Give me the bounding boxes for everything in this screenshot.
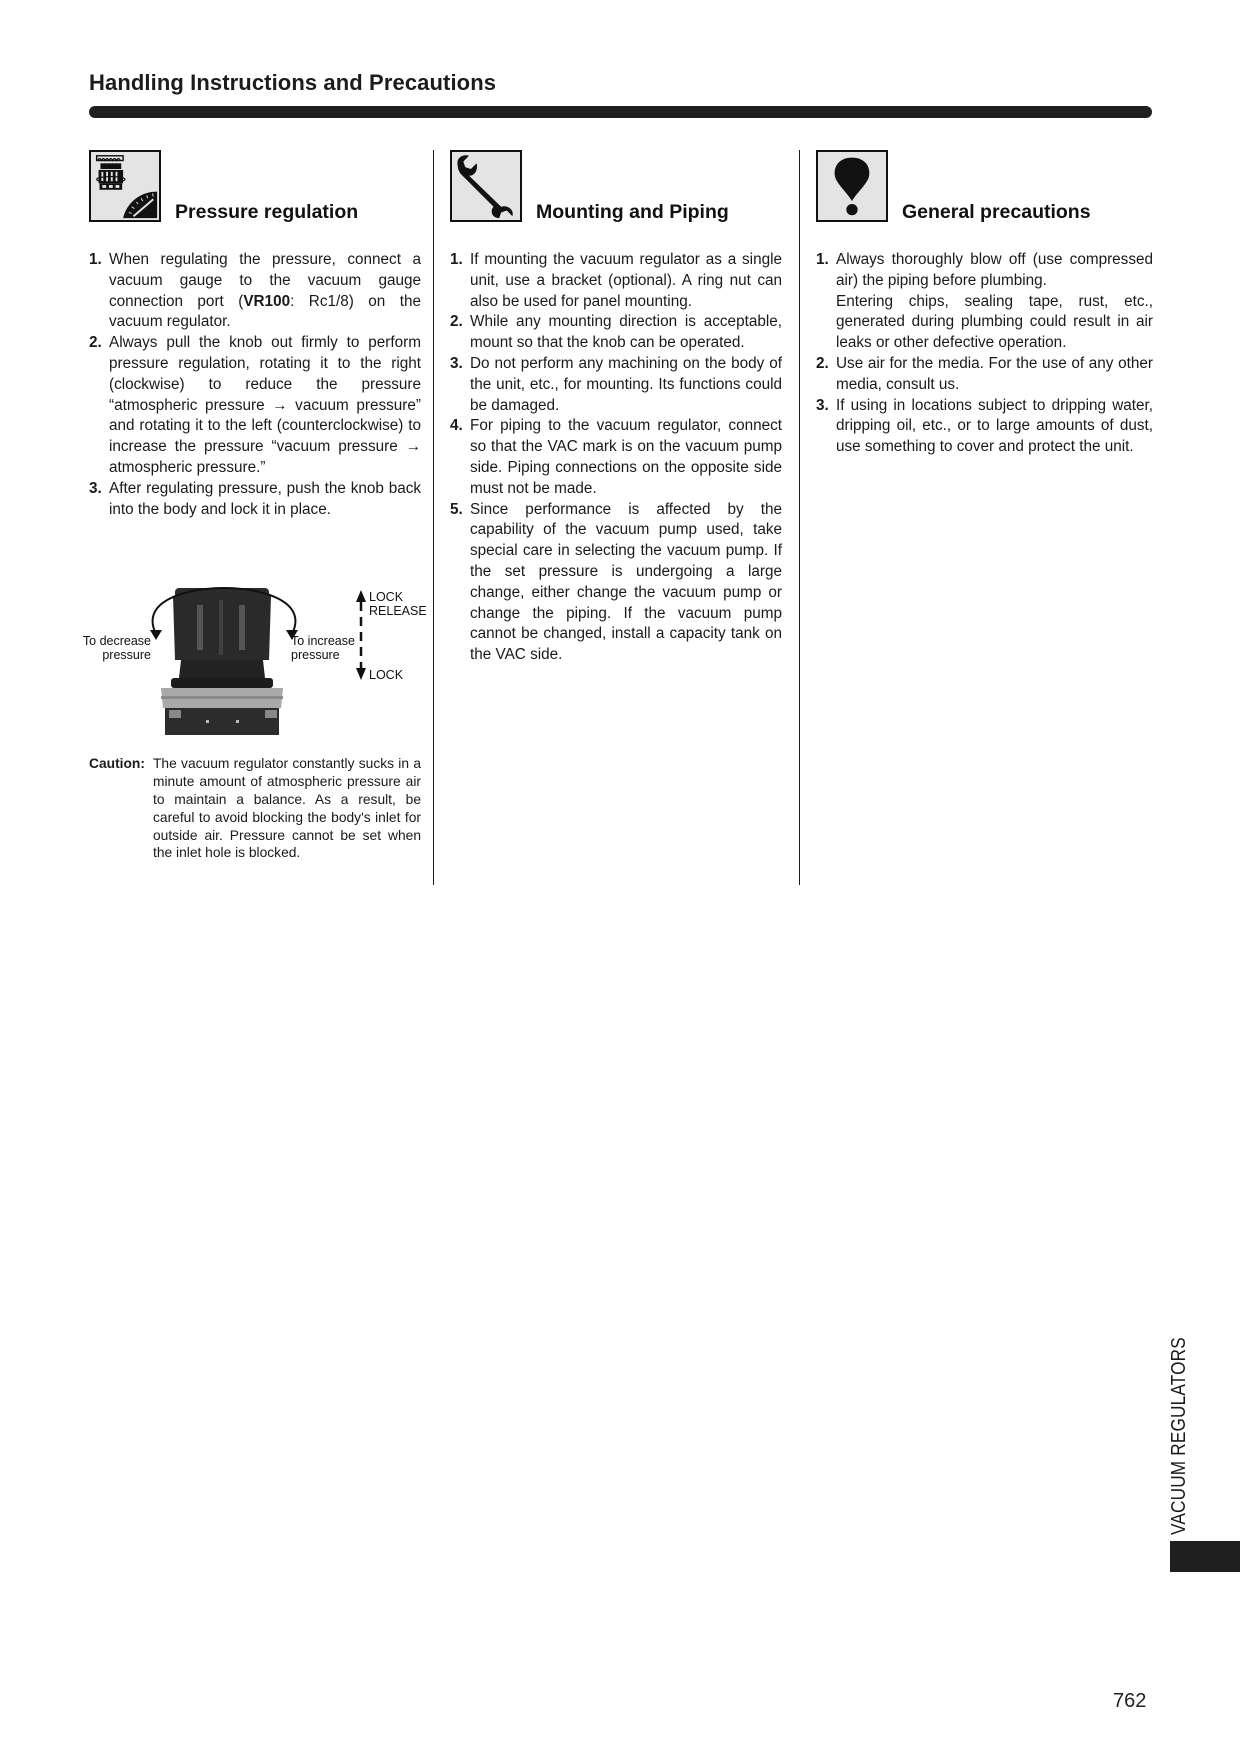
section-mounting-piping: [450, 150, 782, 666]
title-rule: [89, 106, 1152, 118]
item-number: 1.: [89, 251, 102, 268]
item-text: While any mounting direction is acceptable, mount so that the knob can be operated.: [470, 313, 782, 352]
column-divider: [799, 150, 800, 885]
caution-note: [89, 755, 421, 862]
section-header: [816, 150, 1153, 226]
item-number: 2.: [816, 354, 829, 372]
pressure-gauge-knob-icon: [89, 150, 161, 222]
section-header: [450, 150, 782, 226]
decrease-pressure-label: To decrease pressure: [82, 634, 151, 663]
list-item: [89, 333, 421, 479]
list-item: [816, 250, 1153, 354]
item-text: Do not perform any machining on the body of the unit, etc., for mounting. Its functions could be damaged.: [470, 354, 782, 414]
caution-label: Caution:: [89, 756, 145, 772]
model-code: VR100: [243, 292, 291, 310]
page-title: Handling Instructions and Precautions: [89, 70, 497, 95]
item-number: 3.: [450, 354, 463, 372]
list-item: [450, 500, 782, 666]
section-header: [89, 150, 421, 226]
instruction-list: [816, 250, 1153, 458]
item-text: If using in locations subject to dripping water, dripping oil, etc., or to large amounts of dust, use something to cover and protect the unit.: [836, 396, 1153, 456]
item-number: 3.: [816, 396, 829, 414]
section-general-precautions: [816, 150, 1153, 458]
caution-text: The vacuum regulator constantly sucks in a minute amount of atmospheric pressure air to maintain a balance. As a result, be careful to avoid blocking the body's inlet for outside air. Pressure cannot be set when the inlet hole is blocked.: [153, 756, 421, 861]
item-number: 3.: [89, 479, 102, 497]
item-text: If mounting the vacuum regulator as a single unit, use a bracket (optional). A ring nut can also be used for panel mounting.: [470, 251, 782, 310]
exclamation-icon: [816, 150, 888, 222]
item-number: 1.: [816, 251, 829, 268]
item-number: 1.: [450, 251, 463, 268]
increase-pressure-label: To increase pressure: [291, 634, 355, 663]
section-title: Mounting and Piping: [536, 201, 729, 223]
item-number: 2.: [450, 313, 463, 331]
item-text: Entering chips, sealing tape, rust, etc., generated during plumbing could result in air leaks or other defective operation.: [836, 292, 1153, 352]
section-title: General precautions: [902, 201, 1091, 223]
lock-label: LOCK: [369, 668, 404, 683]
item-text: Use air for the media. For the use of any other media, consult us.: [836, 354, 1153, 393]
list-item: [450, 312, 782, 354]
list-item: [89, 479, 421, 521]
item-text: When regulating the pressure, connect a vacuum gauge to the vacuum gauge connection port (: [109, 251, 421, 310]
list-item: [450, 416, 782, 499]
item-number: 2.: [89, 334, 102, 352]
item-number: 5.: [450, 500, 463, 518]
side-tab-label: VACUUM REGULATORS: [1168, 1337, 1190, 1535]
knob-figure: [69, 560, 429, 735]
item-number: 4.: [450, 417, 463, 435]
list-item: [89, 250, 421, 333]
item-text: Always thoroughly blow off (use compressed air) the piping before plumbing.: [836, 251, 1153, 289]
side-tab-marker: [1170, 1541, 1240, 1572]
page-number: 762: [1113, 1690, 1147, 1712]
list-item: [450, 354, 782, 416]
wrench-icon: [450, 150, 522, 222]
list-item: [816, 354, 1153, 396]
item-text: Since performance is affected by the capability of the vacuum pump used, take special care in selecting the vacuum pump. If the set pressure is undergoing a large change, either change the vacuum pump or change the piping. If the vacuum pump cannot be changed, install a capacity tank on the VAC side.: [470, 500, 782, 664]
column-divider: [433, 150, 434, 885]
item-text: After regulating pressure, push the knob back into the body and lock it in place.: [109, 479, 421, 518]
instruction-list: [89, 250, 421, 520]
list-item: [816, 396, 1153, 458]
section-title: Pressure regulation: [175, 201, 359, 223]
lock-release-label: LOCK RELEASE: [369, 590, 427, 619]
item-text: : Rc1/8) on the vacuum regulator.: [109, 292, 421, 331]
item-text: For piping to the vacuum regulator, connect so that the VAC mark is on the vacuum pump side. Piping connections on the opposite side must not be made.: [470, 417, 782, 497]
instruction-list: [450, 250, 782, 666]
item-text: Always pull the knob out firmly to perform pressure regulation, rotating it to the right (clockwise) to reduce the pressure “atmospheric pressure → vacuum pressure” and rotating it to the left (counterclockwise) to increase the pressure “vacuum pressure → atmospheric pressure.”: [109, 334, 421, 476]
list-item: [450, 250, 782, 312]
section-pressure-regulation: [82, 150, 427, 862]
